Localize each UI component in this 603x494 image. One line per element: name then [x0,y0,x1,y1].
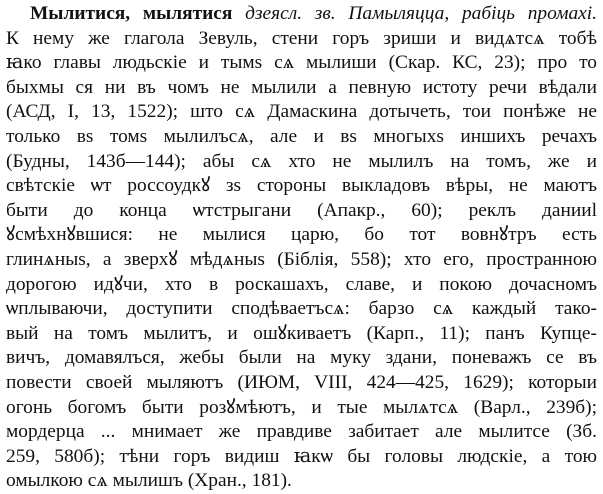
entry-last-line: омылкою сѧ мылишъ (Хран., 181). [6,470,292,492]
entry-line: ꙋсмѣхнꙋвшися: не мылися царю, бо тот вовнꙋтръ есть [6,224,597,246]
entry-line: свѣтскіе ѡт россоудкꙋ зѕ стороны выкладовъ вѣры, не маютъ [6,175,597,197]
entry-line: ѡплываючи, доступити сподѣваетъсѧ: барзо сѧ каждый тако- [6,298,597,320]
entry-line: (АСД, I, 13, 1522); што сѧ Дамаскина дотычеть, тои понѣже не [6,101,597,123]
entry-line: огонь богомъ быти розꙋмѣютъ, и тые мылѧтсѧ (Варл., 239б); [6,396,597,418]
entry-line: мордерца ... мнимает же правдиве забиᴛает але мылитсе (Зб. [6,421,597,443]
entry-line: быти до конца ѡтстрыгани (Апакр., 60); реклъ данииl [6,199,597,221]
entry-line: 259, 580б); тѣни горъ видиш ꙗкѡ бы головы людскіе, а тою [6,445,597,467]
entry-first-line [6,2,597,27]
entry-grammar-definition: дзеясл. зв. Памыляцца, рабіць промахі. [245,3,597,24]
entry-line: (Будны, 143б—144); абы сѧ хто не мылилъ на томъ, же и [6,150,597,172]
entry-line: глинѧныѕ, а зверхꙋ мѣдѧныѕ (Біблія, 558); хто его, пространною [6,248,597,270]
entry-line: повести своей мыляютъ (ИЮМ, VIII, 424—425, 1629); которыи [6,371,597,393]
entry-line: вичъ, домавялъся, жебы были на муку здани, поневажъ се въ [6,347,597,369]
entry-headword: Мылитися, мылятися [30,3,233,24]
entry-line: К нему же глагола Зевуль, стени горъ зриши и видѧтсѧ тобѣ [6,27,597,49]
entry-line: быхмы ся ни въ чомъ не мылили а певную истоту речи вѣдали [6,76,597,98]
entry-line: только вѕ томѕ мылилъсѧ, але и вѕ многыхѕ иншихъ речахъ [6,125,597,147]
entry-line: ꙗко главы людьскіе и тымѕ сѧ мылиши (Скар. КС, 23); про то [6,52,597,74]
entry-line: вый на томъ мылитъ, и ошꙋкиваетъ (Карп., 11); панъ Купце- [6,322,597,344]
entry-line: дорогою идꙋчи, хто в роскашахъ, славе, и покою дочасномъ [6,273,597,295]
